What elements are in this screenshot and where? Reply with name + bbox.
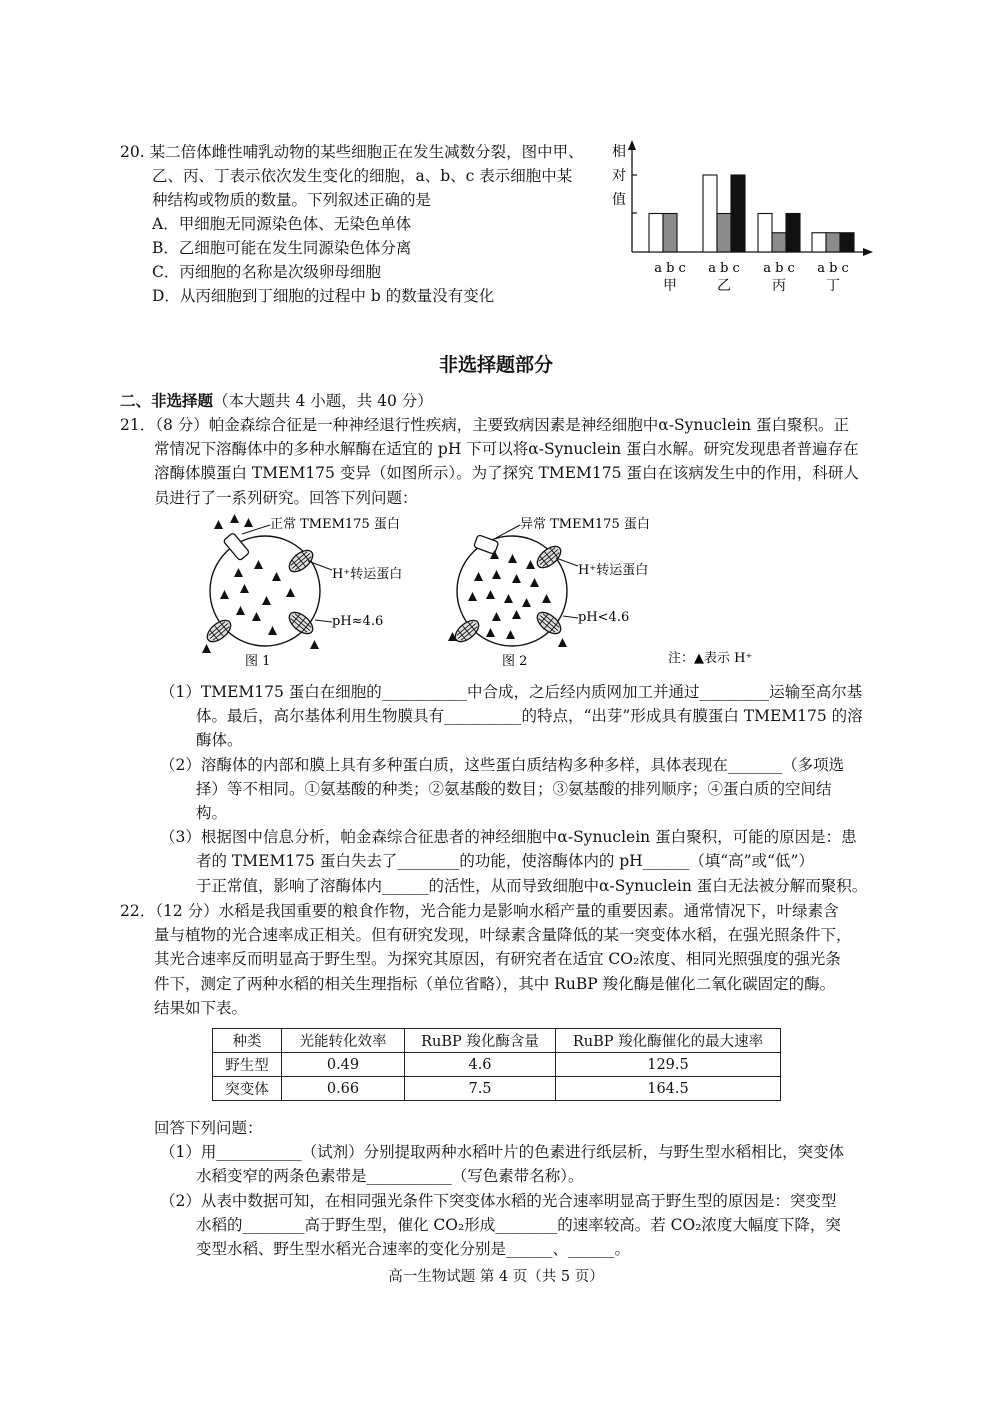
table-header-cell: 种类: [213, 1029, 282, 1053]
bar-丙-a: [758, 214, 772, 253]
h-ion-icon: [202, 644, 211, 653]
q22-sub1-line: （1）用___________（试剂）分别提取两种水稻叶片的色素进行纸层析，与野生型水稻相比，突变体: [160, 1143, 845, 1162]
x-category-label: 丙: [772, 278, 786, 294]
table-cell: 4.6: [405, 1053, 556, 1077]
table-cell: 129.5: [556, 1053, 781, 1077]
h-ion-icon: [486, 628, 495, 637]
q21-sub1-line: （1）TMEM175 蛋白在细胞的___________中合成，之后经内质网加工并通过_________运输至高尔基: [160, 683, 863, 701]
q20-line: 20. 某二倍体雌性哺乳动物的某些细胞正在发生减数分裂，图中甲、: [120, 143, 584, 161]
q21-sub2-line: 择）等不相同。①氨基酸的种类；②氨基酸的数目；③氨基酸的排列顺序；④蛋白质的空间结: [196, 779, 832, 798]
table-cell: 0.49: [282, 1053, 405, 1077]
h-transporter-icon: [534, 608, 565, 637]
table-header-cell: RuBP 羧化酶含量: [405, 1029, 556, 1053]
q21-sub3-line: 者的 TMEM175 蛋白失去了________的功能，使溶酶体内的 pH______（填“高”或“低”）: [196, 852, 814, 871]
figure-1: [202, 514, 402, 669]
h-ion-icon: [492, 570, 501, 579]
h-ions-inside: [220, 560, 295, 635]
x-category-label: 甲: [663, 278, 677, 294]
q20-option-c: C．丙细胞的名称是次级卵母细胞: [152, 263, 381, 281]
h-ion-icon: [474, 572, 483, 581]
table-header-row: [213, 1029, 781, 1053]
part2-heading-line: [120, 389, 872, 413]
q20-line: 乙、丙、丁表示依次发生变化的细胞，a、b、c 表示细胞中某: [152, 167, 573, 185]
q22-sub2-line: （2）从表中数据可知，在相同强光条件下突变体水稻的光合速率明显高于野生型的原因是：突变型: [160, 1191, 837, 1210]
bar-丁-b: [826, 233, 840, 252]
table-header-cell: 光能转化效率: [282, 1029, 405, 1053]
question-22: [120, 899, 872, 1020]
x-labels-group: [654, 261, 849, 294]
h-ion-icon: [272, 572, 281, 581]
bar-乙-b: [717, 214, 731, 253]
q20-line: 种结构或物质的数量。下列叙述正确的是: [152, 191, 432, 209]
q22-line: 量与植物的光合速率成正相关。但有研究发现，叶绿素含量降低的某一突变体水稻，在强光照条件下，: [154, 926, 852, 945]
question-21: [120, 413, 872, 510]
q22-line: 其光合速率反而明显高于野生型。为探究其原因，有研究者在适宜 CO₂浓度、相同光照强度的强光条: [154, 950, 841, 969]
h-ion-icon: [492, 612, 501, 621]
table-cell: 野生型: [213, 1053, 282, 1077]
q22-line: 件下，测定了两种水稻的相关生理指标（单位省略），其中 RuBP 羧化酶是催化二氧化碳固定的酶。: [154, 974, 836, 993]
y-label-char: 值: [612, 192, 626, 208]
results-table: [212, 1028, 781, 1101]
h-ion-icon: [526, 560, 535, 569]
q21-sub3-line: 于正常值，影响了溶酶体内______的活性，从而导致细胞中α-Synuclein 蛋白无法被分解而聚积。: [196, 876, 868, 895]
h-ion-icon: [214, 520, 223, 529]
part2-note: （本大题共 4 小题，共 40 分）: [213, 392, 433, 410]
bars-group: [649, 175, 854, 252]
ph-label: pH≈4.6: [332, 614, 384, 629]
table-cell: 164.5: [556, 1077, 781, 1101]
table-cell: 突变体: [213, 1077, 282, 1101]
q22-sub1-line: 水稻变窄的两条色素带是___________（写色素带名称）。: [196, 1167, 584, 1186]
q21-sub1-line: 体。最后，高尔基体利用生物膜具有__________的特点，“出芽”形成具有膜蛋白 TMEM175 的溶: [196, 707, 863, 726]
question-20: [120, 140, 584, 308]
y-label-char: 对: [612, 168, 626, 184]
q22-sub2-line: 水稻的________高于野生型，催化 CO₂形成________的速率较高。若 CO₂浓度大幅度下降，突: [196, 1215, 841, 1234]
label-leader: [563, 616, 578, 618]
q21-subquestions: [160, 680, 872, 898]
x-sublabel: a b c: [763, 261, 795, 276]
h-ion-icon: [244, 518, 253, 527]
q20-option-b: B．乙细胞可能在发生同源染色体分离: [152, 239, 412, 257]
q22-line: 22．（12 分）水稻是我国重要的粮食作物，光合能力是影响水稻产量的重要因素。通常情况下，叶绿素含: [120, 902, 839, 920]
q21-sub3-line: （3）根据图中信息分析，帕金森综合征患者的神经细胞中α-Synuclein 蛋白聚积，可能的原因是：患: [160, 828, 857, 847]
h-ion-icon: [286, 588, 295, 597]
h-ion-icon: [468, 592, 477, 601]
q22-line: 结果如下表。: [154, 998, 248, 1017]
figure-1-caption: 图 1: [245, 654, 271, 669]
h-ion-icon: [262, 596, 271, 605]
table-header-cell: RuBP 羧化酶催化的最大速率: [556, 1029, 781, 1053]
q21-line: 21．（8 分）帕金森综合征是一种神经退行性疾病，主要致病因素是神经细胞中α-Synuclein 蛋白聚积。正: [120, 416, 849, 434]
abnormal-tmem175-label: 异常 TMEM175 蛋白: [520, 517, 650, 532]
q21-sub2-line: （2）溶酶体的内部和膜上具有多种蛋白质，这些蛋白质结构多种多样，具体表现在_______（多项选: [160, 755, 845, 774]
bar-甲-b: [663, 214, 677, 253]
h-ion-icon: [522, 598, 531, 607]
h-ion-icon: [240, 584, 249, 593]
h-transporter-icon: [452, 616, 483, 645]
bar-甲-a: [649, 214, 663, 253]
bar-丁-c: [840, 233, 854, 252]
y-axis-label: [612, 143, 626, 208]
table-row: [213, 1077, 781, 1101]
h-ion-icon: [530, 578, 539, 587]
figure-2: [448, 516, 650, 669]
h-ion-icon: [508, 554, 517, 563]
h-ion-icon: [268, 626, 277, 635]
figure-2-caption: 图 2: [502, 654, 528, 669]
normal-tmem175-channel: [223, 533, 250, 561]
h-ion-icon: [504, 594, 513, 603]
x-category-label: 乙: [717, 278, 731, 294]
x-axis-arrow: [863, 248, 873, 256]
x-sublabel: a b c: [817, 261, 849, 276]
q22-subquestions: [154, 1116, 872, 1261]
bar-乙-c: [731, 175, 745, 252]
bar-chart: [605, 138, 880, 298]
table-cell: 7.5: [405, 1077, 556, 1101]
h-ion-icon: [234, 568, 243, 577]
label-leader: [315, 620, 332, 622]
h-transporter-label: H⁺转运蛋白: [578, 563, 649, 578]
x-category-label: 丁: [826, 278, 840, 294]
normal-tmem175-label: 正常 TMEM175 蛋白: [270, 517, 400, 532]
q21-line: 常情况下溶酶体中的多种水解酶在适宜的 pH 下可以将α-Synuclein 蛋白水解。研究发现患者普遍存在: [154, 440, 859, 459]
q20-option-a: A．甲细胞无同源染色体、无染色单体: [152, 215, 412, 233]
y-axis-arrow: [628, 140, 636, 150]
h-ion-icon: [230, 514, 239, 523]
h-ion-icon: [310, 640, 319, 649]
h-ion-icon: [486, 590, 495, 599]
lysosome-figures: [190, 508, 790, 673]
bar-丙-b: [772, 233, 786, 252]
h-ion-icon: [506, 630, 515, 639]
y-label-char: 相: [612, 144, 626, 160]
label-leader: [308, 561, 332, 570]
h-ion-icon: [558, 638, 567, 647]
section-title: 非选择题部分: [438, 354, 553, 376]
h-ion-icon: [542, 594, 551, 603]
x-sublabel: a b c: [708, 261, 740, 276]
h-transporter-icon: [534, 542, 565, 571]
ph-label: pH<4.6: [578, 610, 630, 625]
h-ion-icon: [220, 590, 229, 599]
q21-sub1-line: 酶体。: [196, 731, 243, 750]
bar-乙-a: [703, 175, 717, 252]
bar-丁-a: [812, 233, 826, 252]
q22-sub2-line: 变型水稻、野生型水稻光合速率的变化分别是______、______。: [196, 1240, 631, 1259]
h-ion-icon: [254, 560, 263, 569]
q21-sub2-line: 构。: [196, 804, 228, 823]
q20-option-d: D．从丙细胞到丁细胞的过程中 b 的数量没有变化: [152, 287, 495, 305]
h-ion-icon: [252, 612, 261, 621]
h-ion-icon: [512, 574, 521, 583]
h-transporter-label: H⁺转运蛋白: [332, 567, 403, 582]
table-cell: 0.66: [282, 1077, 405, 1101]
table-row: [213, 1053, 781, 1077]
q21-line: 溶酶体膜蛋白 TMEM175 变异（如图所示）。为了探究 TMEM175 蛋白在该病发生中的作用，科研人: [154, 464, 859, 483]
part2-heading: 二、非选择题: [120, 392, 214, 410]
x-sublabel: a b c: [654, 261, 686, 276]
page-footer: 高一生物试题 第 4 页（共 5 页）: [388, 1269, 604, 1285]
legend-note: 注：▲表示 H⁺: [668, 651, 753, 666]
h-ion-icon: [512, 610, 521, 619]
h-ion-icon: [236, 606, 245, 615]
q21-line: 员进行了一系列研究。回答下列问题：: [154, 488, 418, 507]
q22-answer-intro: 回答下列问题：: [154, 1119, 263, 1137]
bar-丙-c: [786, 214, 800, 253]
